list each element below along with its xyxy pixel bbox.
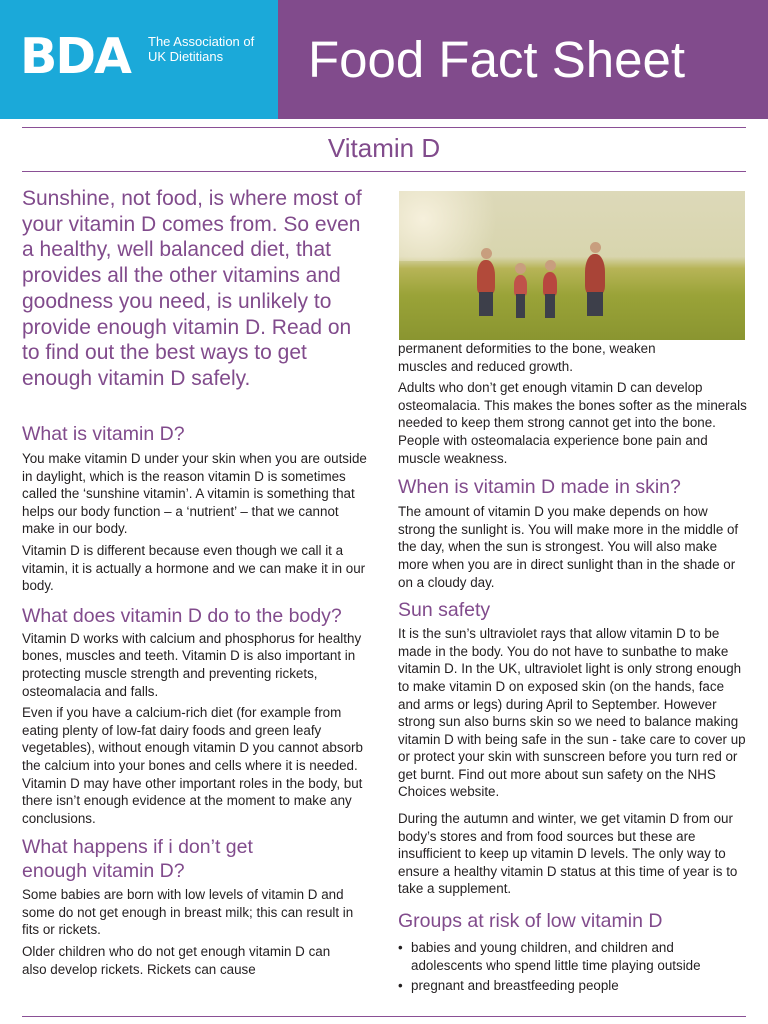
risk-group-list — [398, 939, 748, 995]
divider-top — [22, 127, 746, 128]
section-heading-when-made: When is vitamin D made in skin? — [398, 476, 681, 499]
photo-figure — [477, 260, 495, 294]
topic-title: Vitamin D — [327, 133, 441, 163]
paragraph: Vitamin D is different because even though we call it a vitamin, it is actually a hormone and we can make it in our body. — [22, 542, 366, 594]
photo-figure — [585, 254, 605, 294]
paragraph: The amount of vitamin D you make depends on how strong the sunlight is. You will make more in the middle of the day, when the sun is strongest. You will also make more when you are in direct sunlight than in the shade or on a cloudy day. — [398, 504, 739, 590]
paragraph: Some babies are born with low levels of vitamin D and some do not get enough in breast milk; this can result in fits or rickets. — [22, 887, 354, 938]
section-heading-sun-safety: Sun safety — [398, 599, 491, 622]
section-heading-not-enough: What happens if i don’t get enough vitamin D? — [22, 836, 253, 883]
family-photo — [399, 191, 745, 340]
association-name: The Association of UK Dietitians — [148, 34, 255, 64]
paragraph: You make vitamin D under your skin when you are outside in daylight, which is the reason vitamin D is sometimes called the ‘sunshine vitamin’. A vitamin is something that helps our body function – a ‘nutrient’ – that we cannot make in our body. — [22, 451, 367, 537]
section-heading-what-is: What is vitamin D? — [22, 423, 185, 445]
photo-figure — [543, 272, 557, 296]
footer-divider — [22, 1016, 746, 1017]
paragraph: Older children who do not get enough vitamin D can also develop rickets. Rickets can cause — [22, 944, 331, 977]
photo-figure — [514, 275, 527, 296]
continued-paragraph: permanent deformities to the bone, weaken muscles and reduced growth. — [398, 341, 656, 374]
paragraph: Adults who don’t get enough vitamin D can develop osteomalacia. This makes the bones softer as the minerals needed to keep them strong cannot get into the bone. People with osteomalacia experience bone pain and muscle weakness. — [398, 380, 747, 466]
list-item: • babies and young children, and children and adolescents who spend little time playing outside — [398, 939, 748, 974]
section-heading-groups: Groups at risk of low vitamin D — [398, 910, 663, 933]
intro-text: Sunshine, not food, is where most of your vitamin D comes from. So even a healthy, well balanced diet, that provides all the other vitamins and goodness you need, is unlikely to provide enough vitamin D. Read on to find out the best ways to get enough vitamin D safely. — [22, 187, 362, 390]
left-column — [22, 422, 372, 978]
list-item: • pregnant and breastfeeding people — [398, 977, 748, 995]
bda-logo: BDA — [20, 28, 130, 85]
divider-bottom — [22, 171, 746, 172]
right-column — [398, 340, 748, 998]
paragraph: It is the sun’s ultraviolet rays that allow vitamin D to be made in the body. You do not have to sunbathe to make vitamin D. In the UK, ultraviolet light is only strong enough to make vitamin D on exposed skin (on the hands, face and arms or legs) during April to September. However strong sun also burns skin so we need to balance making vitamin D with being safe in the sun - take care to cover up or protect your skin with sunscreen before you turn red or get burnt. Find out more about sun safety on the NHS Choices website. — [398, 626, 746, 800]
page-title: Food Fact Sheet — [308, 31, 686, 88]
paragraph: Vitamin D works with calcium and phosphorus for healthy bones, muscles and teeth. Vitamin D is also important in protecting muscle strength and preventing rickets, osteomalacia and falls. — [22, 630, 362, 699]
section-heading-what-does: What does vitamin D do to the body? — [22, 604, 342, 627]
paragraph: During the autumn and winter, we get vitamin D from our body’s stores and from food sources but these are insufficient to keep up vitamin D levels. The only way to ensure a healthy vitamin D status at this time of year is to take a supplement. — [398, 811, 738, 897]
sunlight-glow — [399, 191, 519, 261]
paragraph: Even if you have a calcium-rich diet (for example from eating plenty of low-fat dairy foods and green leafy vegetables), without enough vitamin D you cannot absorb the calcium into your bones and cells where it is needed. Vitamin D may have other important roles in the body, but there isn’t enough evidence at the moment to make any conclusions. — [22, 705, 363, 826]
